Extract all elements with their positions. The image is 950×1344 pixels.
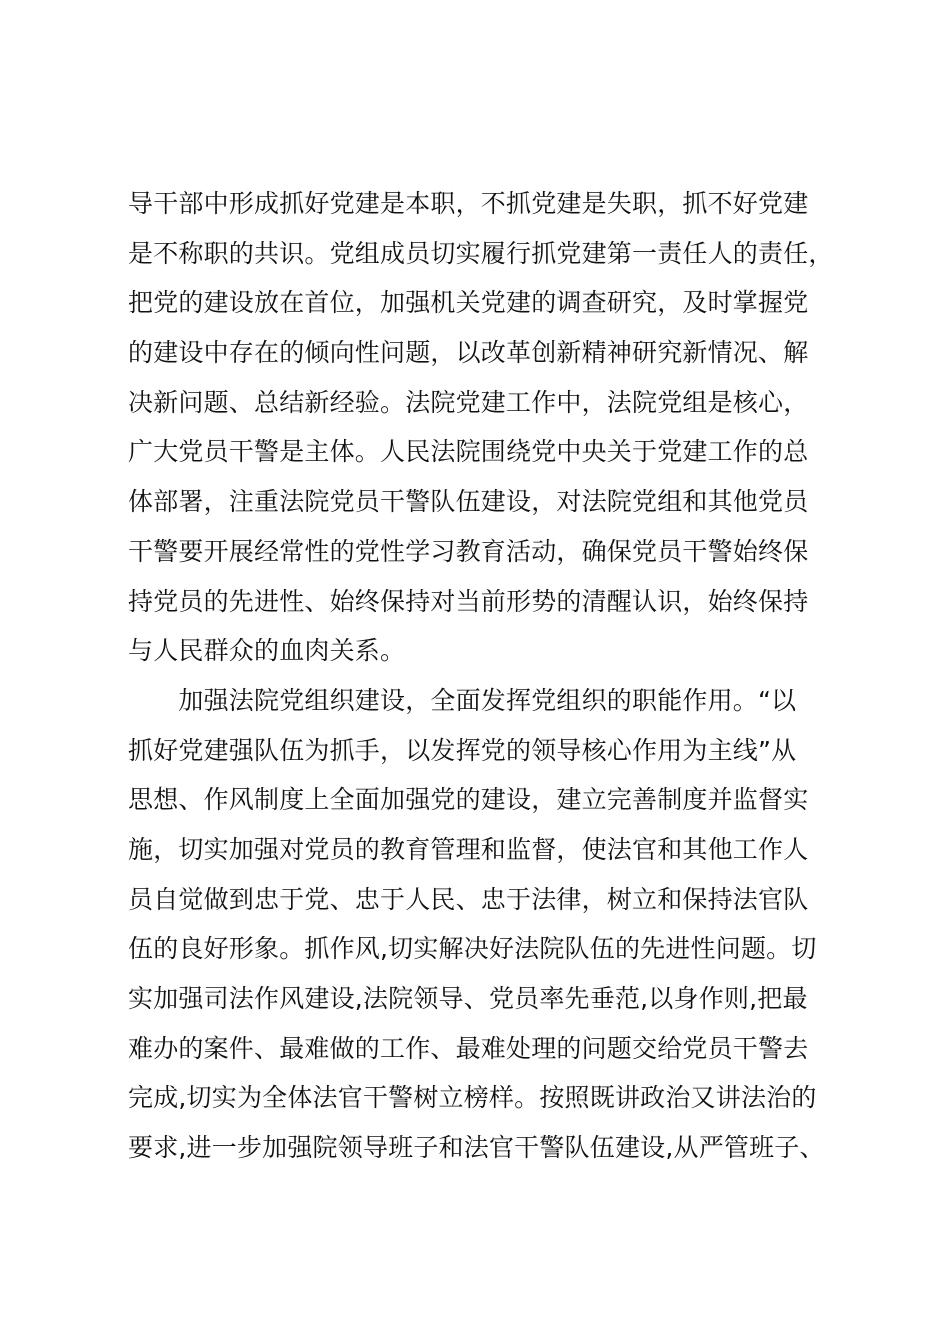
text-line: 要求,进一步加强院领导班子和法官干警队伍建设,从严管班子、 <box>128 1133 825 1163</box>
text-line: 导干部中形成抓好党建是本职，不抓党建是失职，抓不好党建 <box>128 189 809 218</box>
text-line: 体部署，注重法院党员干警队伍建设，对法院党组和其他党员 <box>128 487 809 517</box>
text-line: 完成,切实为全体法官干警树立榜样。按照既讲政治又讲法治的 <box>128 1083 817 1113</box>
body-text <box>128 179 848 1173</box>
text-line: 思想、作风制度上全面加强党的建设，建立完善制度并监督实 <box>128 785 809 815</box>
text-line: 抓好党建强队伍为抓手，以发挥党的领导核心作用为主线”从 <box>128 735 797 765</box>
paragraph-start-line: 加强法院党组织建设，全面发挥党组织的职能作用。“以 <box>128 685 797 715</box>
text-line: 持党员的先进性、始终保持对当前形势的清醒认识，始终保持 <box>128 586 809 616</box>
text-line: 的建设中存在的倾向性问题，以改革创新精神研究新情况、解 <box>128 338 809 368</box>
text-line: 广大党员干警是主体。人民法院围绕党中央关于党建工作的总 <box>128 437 809 467</box>
text-line: 员自觉做到忠于党、忠于人民、忠于法律，树立和保持法官队 <box>128 884 809 914</box>
text-line: 实加强司法作风建设,法院领导、党员率先垂范,以身作则,把最 <box>128 984 808 1013</box>
text-line: 难办的案件、最难做的工作、最难处理的问题交给党员干警去 <box>128 1033 809 1063</box>
text-line: 决新问题、总结新经验。法院党建工作中，法院党组是核心， <box>128 387 809 417</box>
text-line: 干警要开展经常性的党性学习教育活动，确保党员干警始终保 <box>128 536 809 566</box>
text-line: 与人民群众的血肉关系。 <box>128 636 406 666</box>
text-line: 是不称职的共识。党组成员切实履行抓党建第一责任人的责任， <box>128 238 834 268</box>
text-line: 把党的建设放在首位，加强机关党建的调查研究，及时掌握党 <box>128 288 809 318</box>
text-line: 伍的良好形象。抓作风,切实解决好法院队伍的先进性问题。切 <box>128 934 817 964</box>
text-line: 施，切实加强对党员的教育管理和监督，使法官和其他工作人 <box>128 834 809 864</box>
